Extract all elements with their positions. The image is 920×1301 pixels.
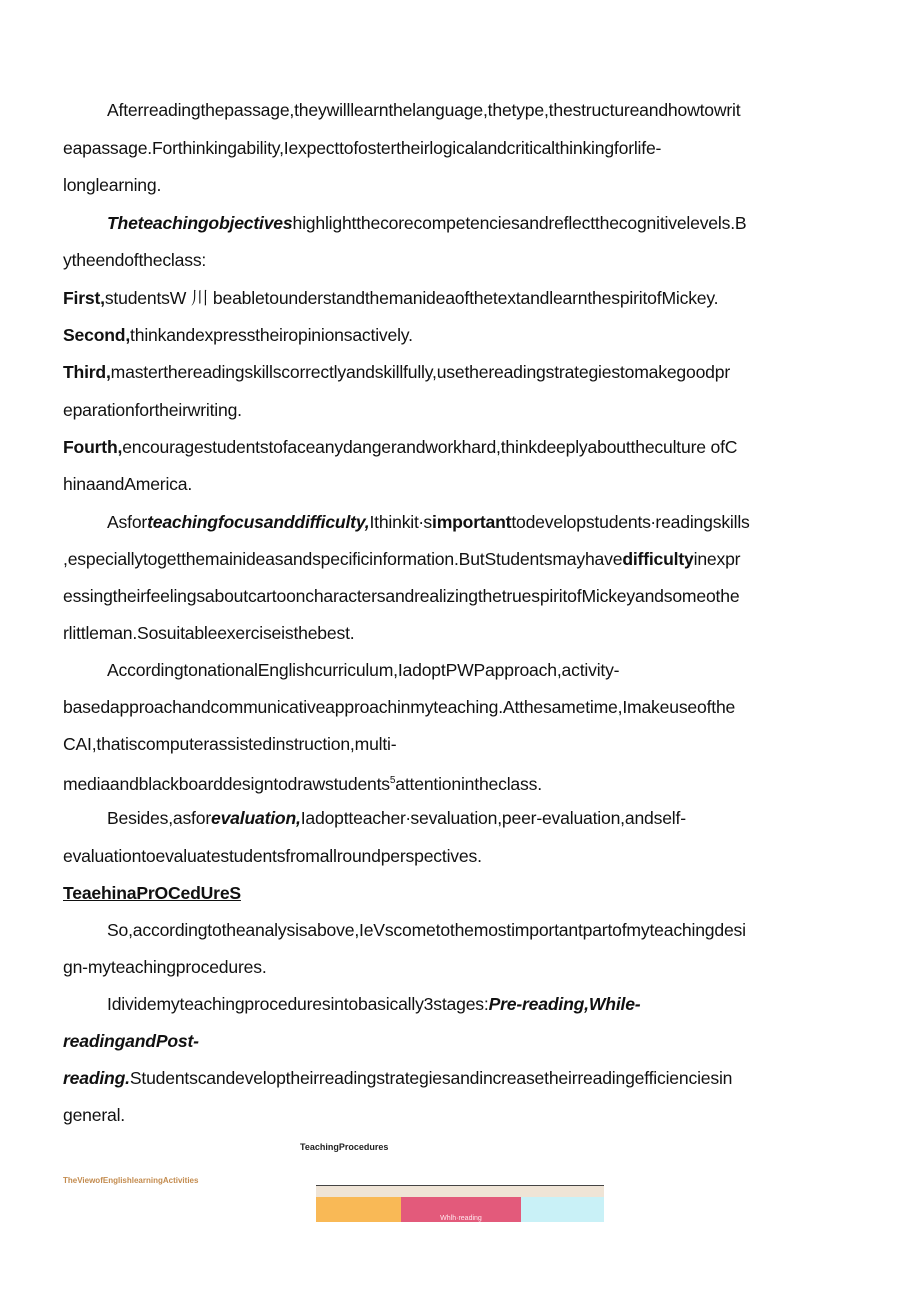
while-reading-segment xyxy=(401,1197,521,1222)
stages-line: general. xyxy=(63,1105,125,1125)
figure-title: TeachingProcedures xyxy=(300,1142,389,1152)
paragraph-intro-line: longlearning. xyxy=(63,175,162,195)
objective-third-cont: eparationfortheirwriting. xyxy=(63,400,242,420)
paragraph-intro-line: Afterreadingthepassage,theywilllearnthelanguage,thetype,thestructureandhowtowrit xyxy=(107,100,741,120)
post-reading-segment xyxy=(521,1197,604,1222)
evaluation-line: evaluationtoevaluatestudentsfromallroundperspectives. xyxy=(63,846,482,866)
approach-line: AccordingtonationalEnglishcurriculum,IadoptPWPapproach,activity- xyxy=(107,660,620,680)
approach-line: mediaandblackboarddesigntodrawstudents$^5$attentionintheclass. xyxy=(63,773,542,794)
focus-line: rlittleman.Sosuitableexerciseisthebest. xyxy=(63,623,355,643)
objective-fourth: Fourth,encouragestudentstofaceanydangerandworkhard,thinkdeeplyabouttheculture ofC xyxy=(63,437,738,457)
while-reading-label: Whlh·reading xyxy=(440,1215,482,1222)
objective-second: Second,thinkandexpresstheiropinionsactively. xyxy=(63,325,413,345)
approach-line: CAI,thatiscomputerassistedinstruction,multi- xyxy=(63,734,397,754)
focus-line: Asforteachingfocusanddifficulty,Ithinkit·simportanttodevelopstudents·readingskills xyxy=(107,512,750,532)
focus-line: essingtheirfeelingsaboutcartooncharactersandrealizingthetruespiritofMickeyandsomeothe xyxy=(63,586,740,606)
procedures-diagram xyxy=(316,1185,604,1222)
focus-line: ,especiallytogetthemainideasandspecificinformation.ButStudentsmayhavedifficultyinexpr xyxy=(63,549,741,569)
approach-line: basedapproachandcommunicativeapproachinmyteaching.Atthesametime,Imakeuseofthe xyxy=(63,697,736,717)
pre-reading-segment xyxy=(316,1197,401,1222)
paragraph-intro-line: eapassage.Forthinkingability,Iexpecttofostertheirlogicalandcriticalthinkingforlife- xyxy=(63,138,662,158)
objectives-line: ytheendoftheclass: xyxy=(63,250,207,270)
procedures-intro-line: So,accordingtotheanalysisabove,IeVscometothemostimportantpartofmyteachingdesi xyxy=(107,920,746,940)
procedures-intro-line: gn-myteachingprocedures. xyxy=(63,957,267,977)
objectives-line: Theteachingobjectiveshighlightthecorecompetenciesandreflectthecognitivelevels.B xyxy=(107,213,747,233)
objective-first: First,studentsW 川 beabletounderstandthemanideaofthetextandlearnthespiritofMickey. xyxy=(63,288,719,308)
objective-third: Third,masterthereadingskillscorrectlyandskillfully,usethereadingstrategiestomakegoodpr xyxy=(63,362,730,382)
evaluation-line: Besides,asforevaluation,Iadoptteacher·sevaluation,peer-evaluation,andself- xyxy=(107,808,686,828)
section-heading: TeaehinaPrOCedUreS xyxy=(63,883,241,903)
figure-side-label: TheViewofEnglishlearningActivities xyxy=(63,1176,199,1185)
objective-fourth-cont: hinaandAmerica. xyxy=(63,474,193,494)
stages-line: readingandPost- xyxy=(63,1031,199,1051)
stages-line: Idividemyteachingproceduresintobasically3stages:Pre-reading,While- xyxy=(107,994,641,1014)
stages-line: reading.Studentscandeveloptheirreadingstrategiesandincreasetheirreadingefficienciesin xyxy=(63,1068,733,1088)
